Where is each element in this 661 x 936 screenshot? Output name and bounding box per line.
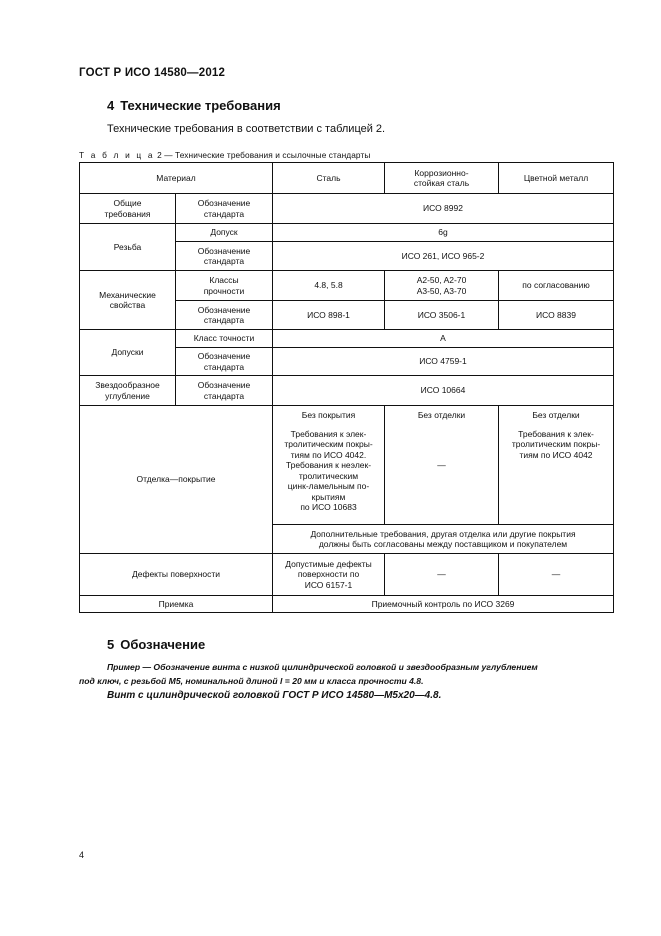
table-row xyxy=(80,406,614,525)
header-stainless: Коррозионно- стойкая сталь xyxy=(385,163,499,194)
page-number: 4 xyxy=(79,850,85,860)
finish-stainless: Без отделки — xyxy=(385,406,499,525)
example-line-2: под ключ, с резьбой M5, номинальной длиной l = 20 мм и класса прочности 4.8. xyxy=(79,676,424,686)
table-row xyxy=(80,596,614,613)
mech-sub: Обозначение стандарта xyxy=(176,301,273,330)
caption-title: 2 — Технические требования и ссылочные стандарты xyxy=(154,150,371,160)
mech-steel-classes: 4.8, 5.8 xyxy=(273,271,385,301)
table-row xyxy=(80,554,614,596)
acceptance-label: Приемка xyxy=(80,596,273,613)
thread-std-value: ИСО 261, ИСО 965-2 xyxy=(273,242,614,271)
header-nonferrous: Цветной металл xyxy=(499,163,614,194)
table-row xyxy=(80,163,614,194)
defects-label: Дефекты поверхности xyxy=(80,554,273,596)
thread-label: Резьба xyxy=(80,224,176,271)
mech-nonferrous-std: ИСО 8839 xyxy=(499,301,614,330)
header-steel: Сталь xyxy=(273,163,385,194)
mech-classes-label: Классы прочности xyxy=(176,271,273,301)
tolerances-std-value: ИСО 4759-1 xyxy=(273,348,614,376)
tolerances-grade-value: A xyxy=(273,330,614,348)
defects-stainless: — xyxy=(385,554,499,596)
tolerances-sub: Обозначение стандарта xyxy=(176,348,273,376)
section-title: Технические требования xyxy=(120,98,281,113)
header-material: Материал xyxy=(80,163,273,194)
general-sub: Обозначение стандарта xyxy=(176,194,273,224)
table-row xyxy=(80,376,614,406)
finish-nonferrous: Без отделки Требования к элек- тролитическим покры- тиям по ИСО 4042 xyxy=(499,406,614,525)
thread-tol-label: Допуск xyxy=(176,224,273,242)
table-row xyxy=(80,194,614,224)
section-number: 5 xyxy=(107,637,115,652)
section-5-heading xyxy=(107,637,205,652)
thread-sub: Обозначение стандарта xyxy=(176,242,273,271)
mech-steel-std: ИСО 898-1 xyxy=(273,301,385,330)
general-label: Общие требования xyxy=(80,194,176,224)
defects-steel: Допустимые дефекты поверхности по ИСО 6157-1 xyxy=(273,554,385,596)
defects-nonferrous: — xyxy=(499,554,614,596)
acceptance-value: Приемочный контроль по ИСО 3269 xyxy=(273,596,614,613)
mech-stainless-classes: A2-50, A2-70 A3-50, A3-70 xyxy=(385,271,499,301)
finish-stainless-dash: — xyxy=(437,460,446,470)
section-4-heading xyxy=(107,98,281,113)
table-row xyxy=(80,330,614,348)
section-title: Обозначение xyxy=(120,637,206,652)
designation-example: Винт с цилиндрической головкой ГОСТ Р ИСО 14580—M5x20—4.8. xyxy=(107,690,442,701)
tolerances-grade-label: Класс точности xyxy=(176,330,273,348)
general-value: ИСО 8992 xyxy=(273,194,614,224)
mech-label: Механические свойства xyxy=(80,271,176,330)
example-line-1: Пример — Обозначение винта с низкой цилиндрической головкой и звездообразным углублением xyxy=(107,662,538,672)
requirements-table xyxy=(79,162,614,613)
mech-stainless-std: ИСО 3506-1 xyxy=(385,301,499,330)
tolerances-label: Допуски xyxy=(80,330,176,376)
mech-nonferrous-classes: по согласованию xyxy=(499,271,614,301)
recess-label: Звездообразное углубление xyxy=(80,376,176,406)
document-id: ГОСТ Р ИСО 14580—2012 xyxy=(79,67,226,79)
thread-tol-value: 6g xyxy=(273,224,614,242)
table-row xyxy=(80,271,614,301)
finish-steel: Без покрытия Требования к элек- тролитическим покры- тиям по ИСО 4042. Требования к неэлек- тролитическим цинк-ламельным по- крытиям по ИСО 10683 xyxy=(273,406,385,525)
table-caption xyxy=(79,150,370,160)
table-row xyxy=(80,224,614,242)
recess-sub: Обозначение стандарта xyxy=(176,376,273,406)
recess-value: ИСО 10664 xyxy=(273,376,614,406)
caption-label: Т а б л и ц а xyxy=(79,150,155,160)
finish-extra: Дополнительные требования, другая отделка или другие покрытия должны быть согласованы между поставщиком и покупателем xyxy=(273,525,614,554)
section-4-text: Технические требования в соответствии с таблицей 2. xyxy=(107,123,386,135)
section-number: 4 xyxy=(107,98,115,113)
finish-label: Отделка—покрытие xyxy=(80,406,273,554)
example-note xyxy=(79,660,615,688)
